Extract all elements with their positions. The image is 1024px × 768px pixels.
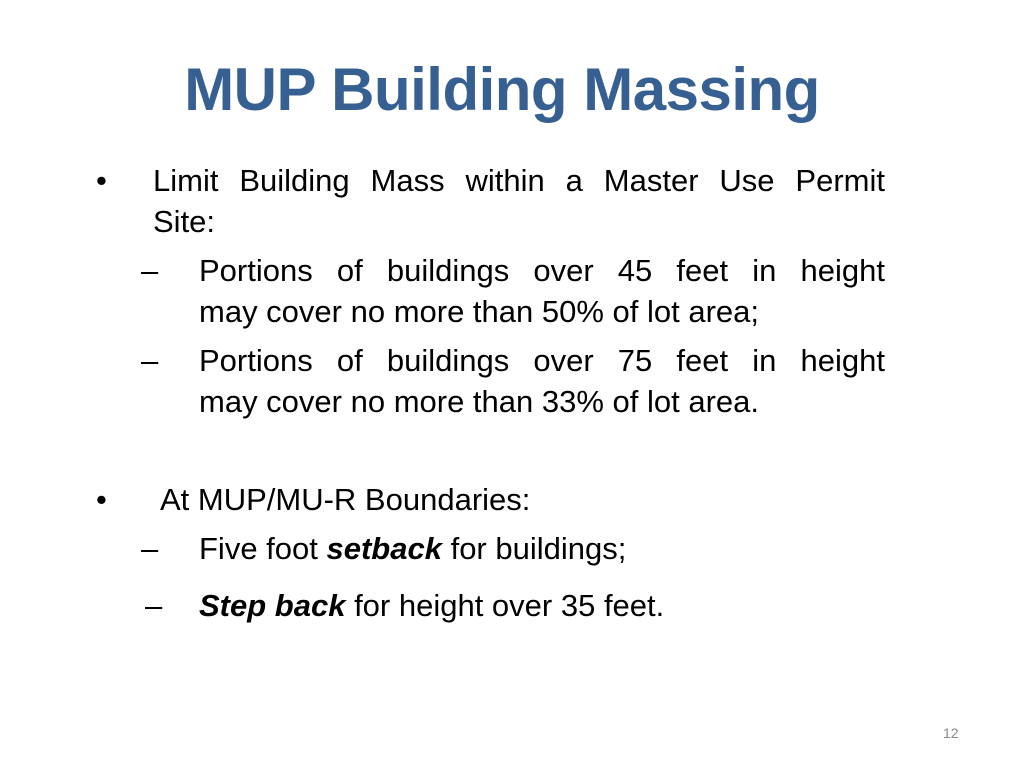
- bullet-marker: •: [96, 163, 107, 198]
- subitem-1-1-line-1: Portions of buildings over 45 feet in height: [199, 253, 885, 288]
- bullet-1-line-2: Site:: [153, 204, 216, 239]
- bullet-marker: •: [96, 482, 107, 517]
- subitem-1-1-line-2: may cover no more than 50% of lot area;: [199, 294, 760, 329]
- step-back-emphasis: Step back: [199, 588, 346, 623]
- dash-marker: –: [145, 588, 163, 623]
- subitem-2-1-before: Five foot: [199, 531, 327, 566]
- subitem-2-1-after: for buildings;: [441, 531, 627, 566]
- setback-emphasis: setback: [326, 531, 442, 566]
- slide-title: MUP Building Massing: [184, 56, 820, 123]
- subitem-2-2-after: for height over 35 feet.: [345, 588, 665, 623]
- bullet-1-line-1: Limit Building Mass within a Master Use Permit: [153, 163, 885, 198]
- dash-marker: –: [141, 531, 159, 566]
- subitem-1-2-line-1: Portions of buildings over 75 feet in height: [199, 343, 885, 378]
- subitem-1-2-line-2: may cover no more than 33% of lot area.: [199, 384, 760, 419]
- dash-marker: –: [141, 253, 159, 288]
- subitem-2-1: [199, 528, 626, 569]
- subitem-2-2: [199, 585, 664, 626]
- bullet-2-line-1: At MUP/MU-R Boundaries:: [160, 482, 531, 517]
- dash-marker: –: [141, 343, 159, 378]
- page-number: 12: [943, 725, 959, 741]
